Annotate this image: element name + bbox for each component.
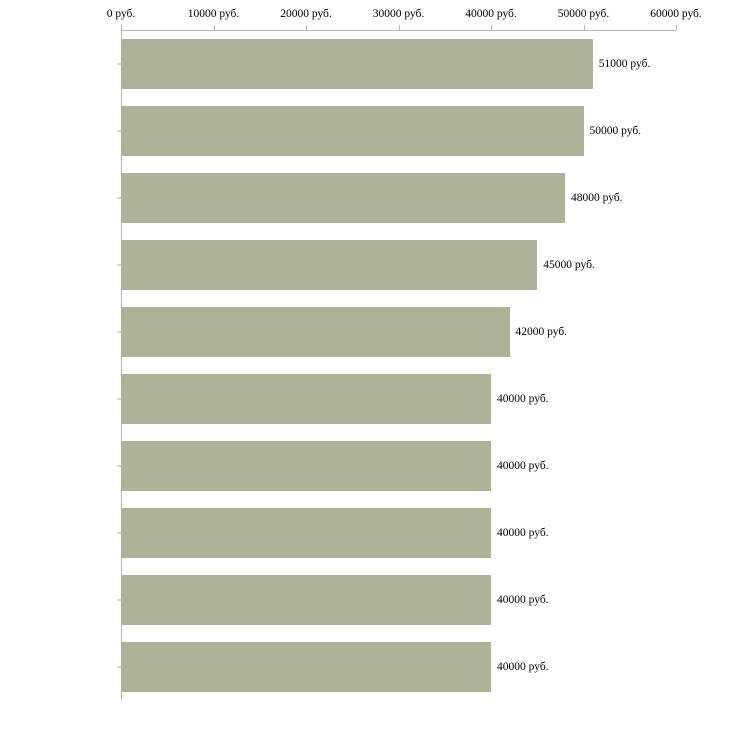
bar-value-label: 48000 руб.	[571, 191, 623, 204]
bar[interactable]	[121, 508, 491, 558]
bar-value-label: 40000 руб.	[497, 526, 549, 539]
y-tick-mark	[117, 331, 121, 332]
bar-row[interactable]	[121, 575, 676, 625]
bar-value-label: 45000 руб.	[543, 258, 595, 271]
y-tick-mark	[117, 599, 121, 600]
bar-row[interactable]	[121, 240, 676, 290]
bar-row[interactable]	[121, 106, 676, 156]
bar-value-label: 40000 руб.	[497, 593, 549, 606]
bar-row[interactable]	[121, 441, 676, 491]
bar-row[interactable]	[121, 39, 676, 89]
x-tick-mark	[306, 25, 307, 30]
bar-row[interactable]	[121, 374, 676, 424]
bar[interactable]	[121, 106, 584, 156]
x-tick-label: 60000 руб.	[650, 8, 702, 20]
x-tick-mark	[584, 25, 585, 30]
y-tick-mark	[117, 465, 121, 466]
x-tick-label: 0 руб.	[106, 8, 136, 20]
x-tick-mark	[214, 25, 215, 30]
x-tick-label: 30000 руб.	[372, 8, 425, 20]
bar[interactable]	[121, 642, 491, 692]
bar[interactable]	[121, 240, 537, 290]
bar[interactable]	[121, 374, 491, 424]
bar[interactable]	[121, 307, 510, 357]
y-tick-mark	[117, 197, 121, 198]
x-tick-mark	[121, 25, 122, 30]
x-tick-mark	[491, 25, 492, 30]
bar[interactable]	[121, 39, 593, 89]
bar-value-label: 42000 руб.	[515, 325, 568, 338]
bar[interactable]	[121, 173, 565, 223]
x-tick-label: 50000 руб.	[557, 8, 610, 20]
bar-row[interactable]	[121, 642, 676, 692]
bar-row[interactable]	[121, 508, 676, 558]
bar-value-label: 40000 руб.	[497, 392, 549, 405]
y-tick-mark	[117, 666, 121, 667]
bar-value-label: 51000 руб.	[598, 57, 651, 70]
bar-value-label: 50000 руб.	[589, 124, 642, 137]
y-tick-mark	[117, 398, 121, 399]
x-tick-label: 40000 руб.	[465, 8, 517, 20]
x-tick-label: 10000 руб.	[187, 8, 240, 20]
y-tick-mark	[117, 264, 121, 265]
plot-area	[106, 8, 702, 700]
bar-row[interactable]	[121, 307, 676, 357]
bar-value-label: 40000 руб.	[497, 660, 549, 673]
bar[interactable]	[121, 441, 491, 491]
y-tick-mark	[117, 130, 121, 131]
x-tick-mark	[676, 25, 677, 30]
y-tick-mark	[117, 63, 121, 64]
x-tick-mark	[399, 25, 400, 30]
bar-row[interactable]	[121, 173, 676, 223]
y-tick-mark	[117, 532, 121, 533]
bar-value-label: 40000 руб.	[497, 459, 549, 472]
bar[interactable]	[121, 575, 491, 625]
x-tick-label: 20000 руб.	[280, 8, 332, 20]
